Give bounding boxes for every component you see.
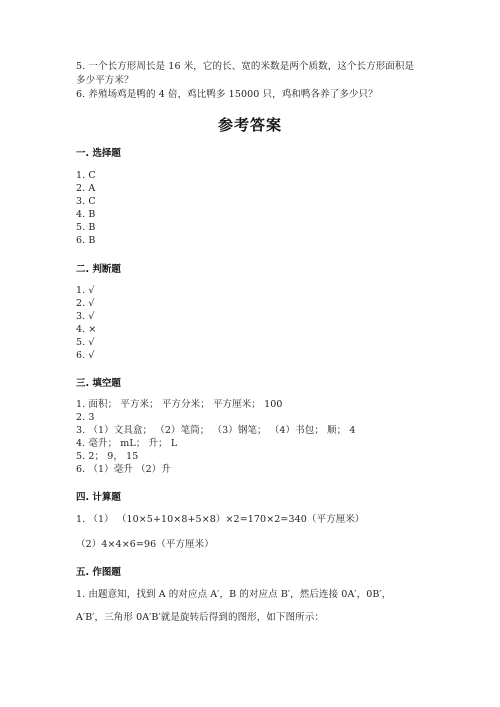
- section-heading-judge: 二. 判断题: [76, 264, 121, 275]
- list-item: 1. 面积； 平方米； 平方分米； 平方厘米； 100: [76, 399, 283, 410]
- list-item: 1. C: [76, 170, 96, 181]
- list-item: 4. ×: [76, 324, 97, 335]
- list-item: 2. A: [76, 183, 96, 194]
- question-5-line-2: 多少平方米？: [76, 75, 134, 86]
- list-item: 2. √: [76, 298, 95, 309]
- list-item: 6. （1）毫升 （2）升: [76, 464, 171, 475]
- section-heading-draw: 五. 作图题: [76, 567, 121, 578]
- list-item: （2）4×4×6=96（平方厘米）: [76, 539, 214, 550]
- list-item: 6. √: [76, 350, 95, 361]
- answer-title: 参考答案: [217, 116, 282, 134]
- list-item: 5. B: [76, 222, 96, 233]
- question-6: 6. 养殖场鸡是鸭的 4 倍，鸡比鸭多 15000 只，鸡和鸭各养了多少只？: [76, 89, 378, 100]
- list-item: 1. 由题意知，找到 A 的对应点 A′，B 的对应点 B′，然后连接 0A′，0B′，: [76, 589, 392, 600]
- list-item: 6. B: [76, 235, 96, 246]
- list-item: 5. √: [76, 337, 95, 348]
- list-item: 2. 3: [76, 412, 95, 423]
- list-item: 3. √: [76, 311, 95, 322]
- list-item: 1. （1） （10×5+10×8+5×8）×2=170×2=340（平方厘米）: [76, 514, 365, 525]
- list-item: A′B′，三角形 0A′B′就是旋转后得到的图形，如下图所示：: [76, 612, 324, 623]
- list-item: 3. C: [76, 196, 96, 207]
- list-item: 1. √: [76, 285, 95, 296]
- section-heading-calc: 四. 计算题: [76, 492, 121, 503]
- list-item: 4. 毫升； mL； 升； L: [76, 438, 178, 449]
- section-heading-choice: 一. 选择题: [76, 148, 121, 159]
- section-heading-fill: 三. 填空题: [76, 378, 121, 389]
- question-5-line-1: 5. 一个长方形周长是 16 米，它的长、宽的米数是两个质数，这个长方形面积是: [76, 61, 415, 72]
- list-item: 3. （1）文具盒； （2）笔筒； （3）钢笔； （4）书包； 顺； 4: [76, 425, 356, 436]
- list-item: 4. B: [76, 209, 96, 220]
- list-item: 5. 2； 9， 15: [76, 451, 139, 462]
